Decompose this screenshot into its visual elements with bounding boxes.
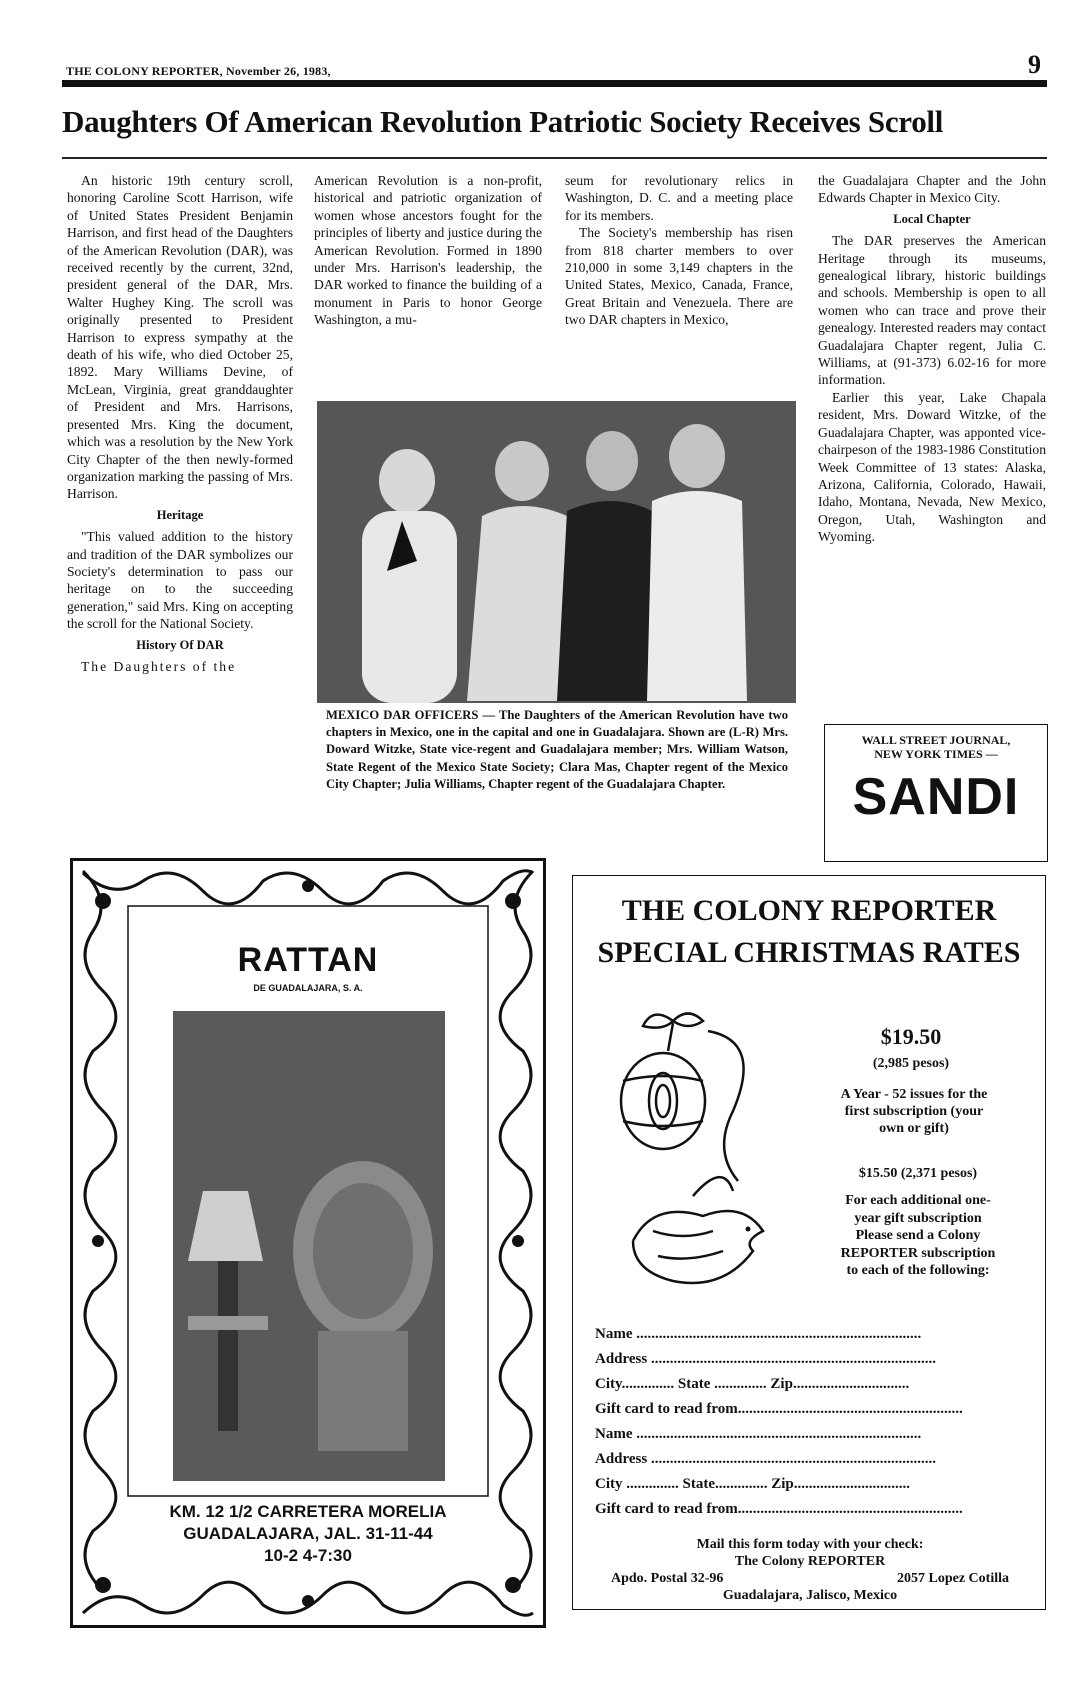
article-paragraph: American Revolution is a non-profit, historical and patriotic organization of women whose ancestors fought for the principles of liberty and justice during the American Revolution. Formed in 1890 under Mrs. Harrison's leadership, the DAR worked to finance the building of a monument in Paris to honor George Washington, a mu- [314, 173, 543, 328]
subheading-history: History Of DAR [136, 637, 224, 652]
rates-offer-1: A Year - 52 issues for the first subscription (your own or gift) [840, 1087, 988, 1136]
form-row-gift[interactable]: Gift card to read from............................................................ [595, 1501, 963, 1517]
masthead-rule [62, 80, 1047, 87]
rattan-address-1: KM. 12 1/2 CARRETERA MORELIA [169, 1502, 447, 1521]
form-label-state: State [682, 1476, 715, 1492]
article-column-1 [67, 172, 293, 675]
article-column-4 [818, 172, 1046, 546]
rattan-ad [70, 858, 546, 1628]
mail-line-5: Guadalajara, Jalisco, Mexico [722, 1588, 898, 1603]
headline: Daughters Of American Revolution Patriotic Society Receives Scroll [62, 104, 944, 139]
sandi-ad-line-2: NEW YORK TIMES — [874, 747, 998, 761]
headline-rule [62, 157, 1047, 159]
rates-offer-2: For each additional one-year gift subscription Please send a Colony REPORTER subscription to each of the following: [840, 1193, 996, 1278]
page-number: 9 [1028, 50, 1041, 79]
form-row-name[interactable]: Name ............................................................................ [595, 1326, 922, 1342]
photo-caption: MEXICO DAR OFFICERS — The Daughters of the American Revolution have two chapters in Mexico, one in the capital and one in Guadalajara. Shown are (L-R) Mrs. Doward Witzke, State vice-regent and Guadalajara member; Mrs. William Watson, State Regent of the Mexico State Society; Clara Mas, Chapter regent of the Mexico City Chapter; Julia Williams, Chapter regent of the Guadalajara Chapter. [326, 708, 788, 791]
form-label-address: Address [595, 1351, 648, 1367]
mail-address-row [593, 1570, 1027, 1587]
form-row-city[interactable]: City .............. State.............. Zip............................... [595, 1476, 911, 1492]
ornament-bird-icon [613, 1001, 783, 1301]
rattan-hours: 10-2 4-7:30 [264, 1546, 352, 1565]
form-label-name: Name [595, 1326, 633, 1342]
form-label-city: City [595, 1476, 623, 1492]
article-paragraph: "This valued addition to the history and tradition of the DAR symbolizes our Society's determination to pass our heritage on to the succeeding generation," said Mrs. King on accepting the scroll for the National Society. [67, 529, 293, 632]
article-paragraph: seum for revolutionary relics in Washington, D. C. and a meeting place for its members. [565, 173, 793, 223]
sandi-ad [824, 724, 1048, 862]
dar-officers-photo [317, 401, 796, 703]
rattan-address-2: GUADALAJARA, JAL. 31-11-44 [183, 1524, 433, 1543]
rates-price-2: $15.50 (2,371 pesos) [858, 1166, 978, 1181]
masthead: THE COLONY REPORTER, November 26, 1983, [66, 64, 331, 78]
article-paragraph: Earlier this year, Lake Chapala resident, Mrs. Doward Witzke, of the Guadalajara Chapter, was apponted vice-chairpeson of the 1983-1986 Constitution Week Committee of 13 states: Alaska, Arizona, California, Colorado, Hawaii, Idaho, Montana, Nevada, New Mexico, Oregon, Utah, Washington and Wyoming. [818, 389, 1046, 545]
rates-price-pesos: (2,985 pesos) [872, 1056, 950, 1071]
form-label-gift: Gift card to read from [595, 1401, 738, 1417]
article-column-2 [314, 172, 542, 329]
form-label-gift: Gift card to read from [595, 1501, 738, 1517]
form-label-state: State [677, 1376, 711, 1392]
rates-title-2: SPECIAL CHRISTMAS RATES [597, 936, 1021, 969]
form-label-name: Name [595, 1426, 633, 1442]
rattan-logo: RATTAN [237, 941, 379, 979]
rates-price: $19.50 [880, 1024, 942, 1049]
form-row-address[interactable]: Address ............................................................................ [595, 1351, 936, 1367]
article-column-3 [565, 172, 793, 329]
form-row-name[interactable]: Name ............................................................................ [595, 1426, 922, 1442]
form-label-zip: Zip [770, 1376, 793, 1392]
form-row-address[interactable]: Address ............................................................................ [595, 1451, 936, 1467]
subheading-local-chapter: Local Chapter [893, 211, 971, 226]
sandi-logo: SANDI [852, 768, 1020, 826]
mail-instructions [593, 1536, 1027, 1604]
mail-line-2: The Colony REPORTER [734, 1554, 886, 1569]
rattan-subbrand: DE GUADALAJARA, S. A. [253, 983, 363, 993]
rates-title-1: THE COLONY REPORTER [621, 894, 997, 927]
article-paragraph: The Society's membership has risen from 818 charter members to over 210,000 in some 3,149 chapters in the United States, Mexico, Canada, France, Great Britain and Venezuela. There are two DAR chapters in Mexico, [565, 225, 793, 328]
form-row-gift[interactable]: Gift card to read from............................................................ [595, 1401, 963, 1417]
form-label-address: Address [595, 1451, 648, 1467]
mail-line-3: Apdo. Postal 32-96 [611, 1571, 724, 1586]
form-label-city: City [595, 1376, 622, 1392]
christmas-rates-ad [572, 875, 1046, 1610]
mail-line-1: Mail this form today with your check: [696, 1537, 924, 1552]
sandi-ad-line-1: WALL STREET JOURNAL, [861, 733, 1011, 747]
form-label-zip: Zip [771, 1476, 794, 1492]
article-paragraph: The DAR preserves the American Heritage through its museums, genealogical library, historic buildings and schools. Membership is open to all women who can trace and prove their genealogy. Interested readers may contact Guadalajara Chapter regent, Julia C. Williams, at (91-373) 6.02-16 for more information. [818, 233, 1046, 388]
article-paragraph: An historic 19th century scroll, honoring Caroline Scott Harrison, wife of United States President Benjamin Harrison, and first head of the Daughters of the American Revolution (DAR), was received recently by the current, 32nd, president general of the DAR, Mrs. Walter Hughey King. The scroll was originally presented to President Harrison to express sympathy at the death of his wife, who died October 25, 1892. Mary Williams Devine, of McLean, Virginia, great granddaughter of President and Mrs. Harrisons, presented Mrs. King the document, which was a resolution by the New York City Chapter of the then newly-formed organization marking the passing of Mrs. Harrison. [67, 173, 293, 502]
article-paragraph: The Daughters of the [81, 658, 237, 674]
mail-line-4: 2057 Lopez Cotilla [897, 1571, 1009, 1586]
form-row-city[interactable]: City.............. State .............. Zip............................... [595, 1376, 910, 1392]
subheading-heritage: Heritage [156, 507, 204, 522]
article-paragraph: the Guadalajara Chapter and the John Edwards Chapter in Mexico City. [818, 173, 1046, 206]
